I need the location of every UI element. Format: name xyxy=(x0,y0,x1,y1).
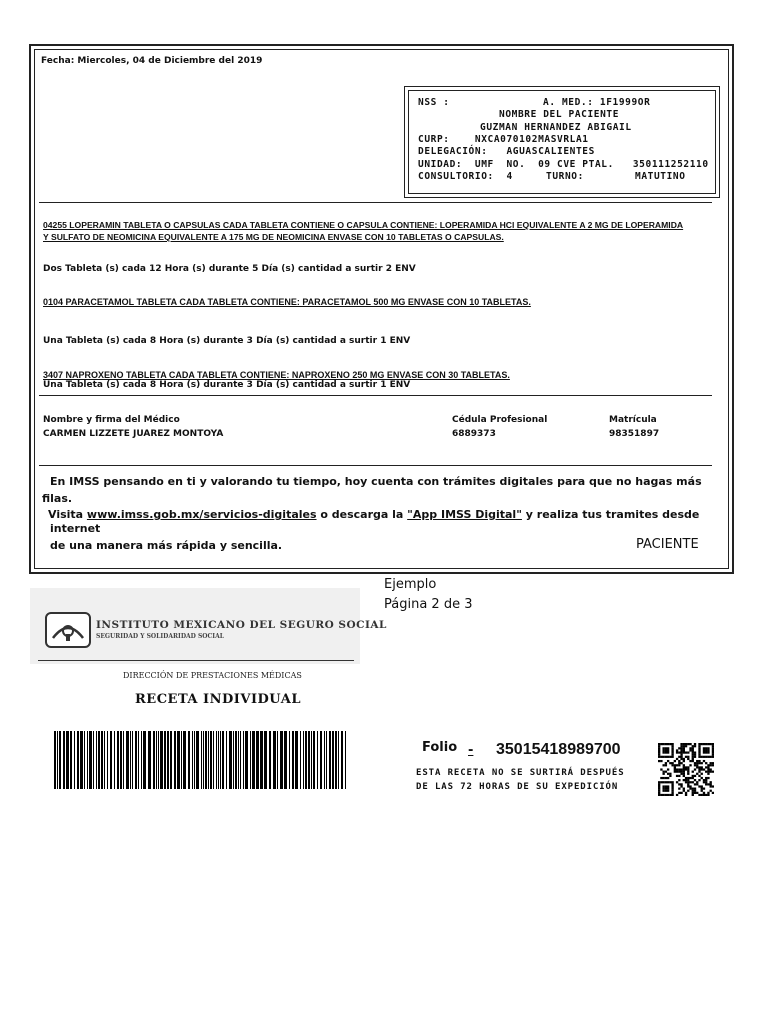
info-line-2: filas. xyxy=(42,492,73,505)
copy-label: PACIENTE xyxy=(636,537,699,552)
receta-title: RECETA INDIVIDUAL xyxy=(135,692,301,707)
patient-unidad: UNIDAD: UMF NO. 09 CVE PTAL. 350111252110 xyxy=(418,159,709,170)
expiry-notice-line-2: DE LAS 72 HORAS DE SU EXPEDICIÓN xyxy=(416,782,619,792)
expiry-notice-line-1: ESTA RECETA NO SE SURTIRÁ DESPUÉS xyxy=(416,768,625,778)
page-number: Página 2 de 3 xyxy=(384,597,473,612)
section-divider xyxy=(39,202,712,203)
medication-1-description: 04255 LOPERAMIN TABLETA O CAPSULAS CADA TABLETA CONTIENE O CAPSULA CONTIENE: LOPERAMIDA HCl EQUIVALENTE A 2 MG DE LOPERAMIDA xyxy=(43,220,684,230)
medication-3-dosage: Una Tableta (s) cada 8 Hora (s) durante 3 Día (s) cantidad a surtir 1 ENV xyxy=(43,380,411,390)
medication-2-description: 0104 PARACETAMOL TABLETA CADA TABLETA CONTIENE: PARACETAMOL 500 MG ENVASE CON 10 TABLETAS. xyxy=(43,297,531,307)
medication-3-description: 3407 NAPROXENO TABLETA CADA TABLETA CONTIENE: NAPROXENO 250 MG ENVASE CON 30 TABLETAS. xyxy=(43,370,510,380)
patient-name-label: NOMBRE DEL PACIENTE xyxy=(499,109,620,120)
folio-dash: - xyxy=(468,743,474,758)
medications-divider xyxy=(39,395,712,396)
cedula-label: Cédula Profesional xyxy=(452,415,548,425)
info-line-1: En IMSS pensando en ti y valorando tu tiempo, hoy cuenta con trámites digitales para que no hagas más xyxy=(50,475,702,488)
prescription-date: Fecha: Miercoles, 04 de Diciembre del 2019 xyxy=(41,56,263,66)
patient-name: GUZMAN HERNANDEZ ABIGAIL xyxy=(480,122,632,133)
cedula-value: 6889373 xyxy=(452,429,496,439)
patient-curp: CURP: NXCA070102MASVRLA1 xyxy=(418,134,589,145)
institution-name: INSTITUTO MEXICANO DEL SEGURO SOCIAL xyxy=(96,619,387,631)
info-line-4: internet xyxy=(50,522,101,535)
med-id: A. MED.: 1F1999OR xyxy=(543,97,651,108)
header-rule xyxy=(38,660,354,661)
watermark-ejemplo: Ejemplo xyxy=(384,577,437,592)
imss-digital-link[interactable]: www.imss.gob.mx/servicios-digitales xyxy=(86,508,317,521)
qr-code xyxy=(658,743,714,796)
medication-1-dosage: Dos Tableta (s) cada 12 Hora (s) durante 5 Día (s) cantidad a surtir 2 ENV xyxy=(43,264,416,274)
patient-delegacion: DELEGACIÓN: AGUASCALIENTES xyxy=(418,146,595,157)
folio-number: 35015418989700 xyxy=(496,741,621,758)
direccion-title: DIRECCIÓN DE PRESTACIONES MÉDICAS xyxy=(123,671,302,680)
info-visit-text: Visita xyxy=(48,508,87,521)
medication-1-description-cont: Y SULFATO DE NEOMICINA EQUIVALENTE A 175 MG DE NEOMICINA ENVASE CON 10 TABLETAS O CAPSULAS. xyxy=(43,232,504,242)
patient-consultorio: CONSULTORIO: 4 xyxy=(418,171,513,182)
doctor-name-label: Nombre y firma del Médico xyxy=(43,415,180,425)
patient-turno: MATUTINO xyxy=(635,171,686,182)
doctor-name: CARMEN LIZZETE JUAREZ MONTOYA xyxy=(43,429,224,439)
institution-subtitle: SEGURIDAD Y SOLIDARIDAD SOCIAL xyxy=(96,633,224,640)
medication-2-dosage: Una Tableta (s) cada 8 Hora (s) durante 3 Día (s) cantidad a surtir 1 ENV xyxy=(43,336,411,346)
info-tramites-text: y realiza tus tramites desde xyxy=(521,508,700,521)
info-line-3 xyxy=(48,508,699,521)
patient-turno-label: TURNO: xyxy=(546,171,584,182)
imss-logo xyxy=(45,612,91,648)
doctor-divider xyxy=(39,465,712,466)
info-line-5: de una manera más rápida y sencilla. xyxy=(50,539,283,552)
matricula-value: 98351897 xyxy=(609,429,660,439)
nss-label: NSS : xyxy=(418,97,450,108)
matricula-label: Matrícula xyxy=(609,415,657,425)
folio-label: Folio xyxy=(422,740,458,755)
info-download-text: o descarga la xyxy=(316,508,408,521)
barcode xyxy=(52,731,349,789)
imss-app-link[interactable]: "App IMSS Digital" xyxy=(407,508,522,521)
